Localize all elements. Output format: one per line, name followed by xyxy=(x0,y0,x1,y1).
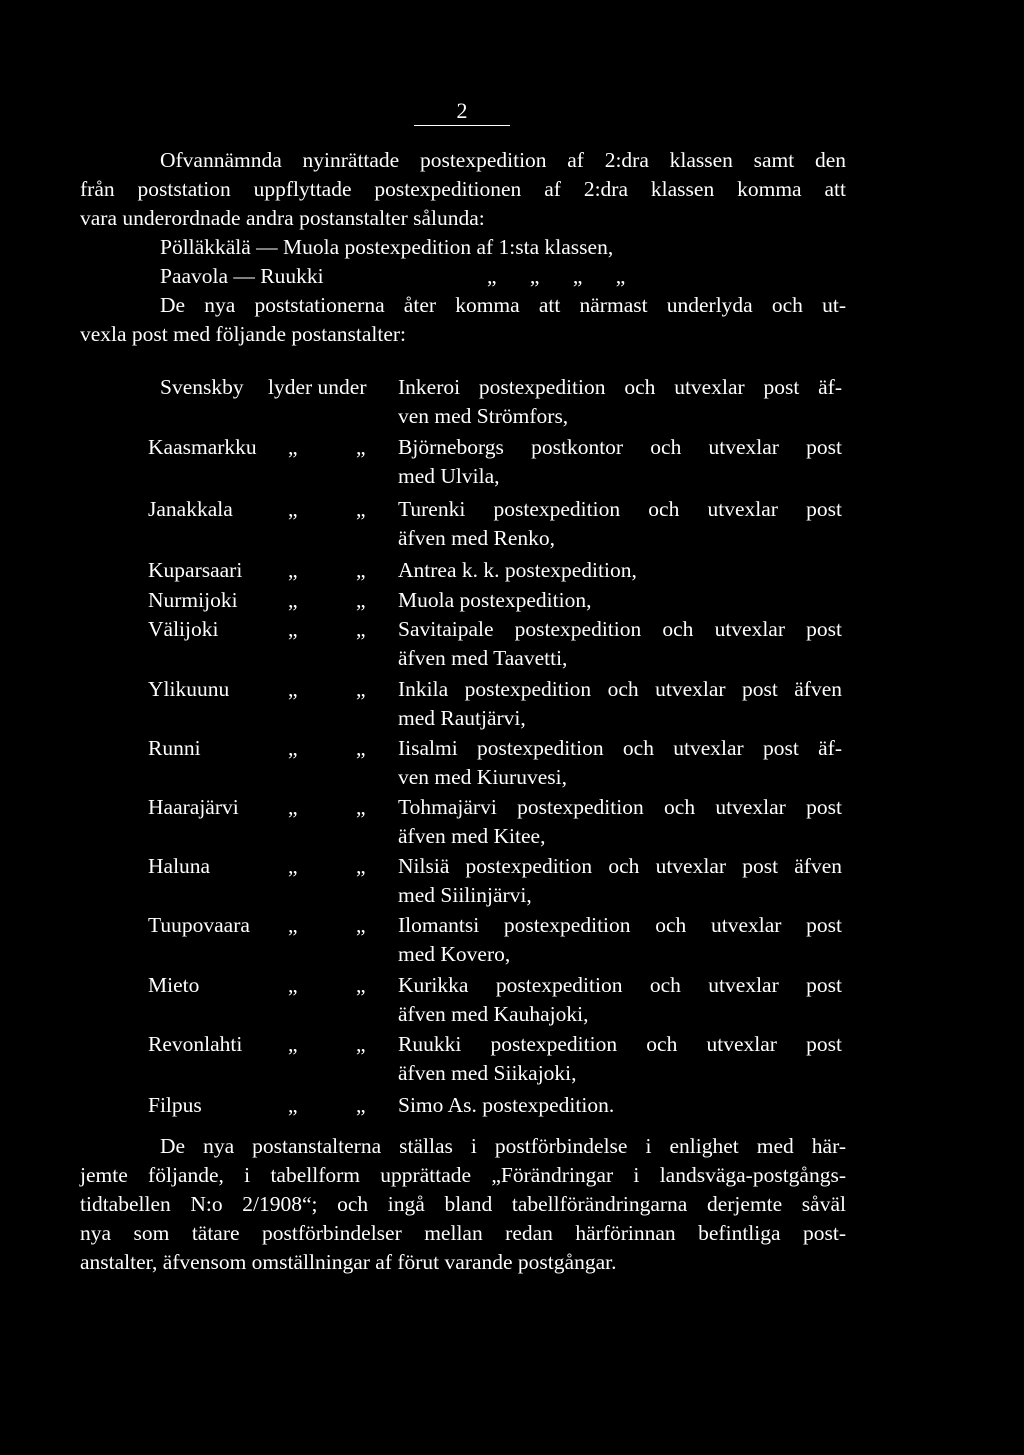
intro-line: vexla post med följande postanstalter: xyxy=(80,322,406,346)
page-number: 2 xyxy=(456,98,468,123)
station-destination xyxy=(398,971,842,1029)
destination-line: Nilsiä postexpedition och utvexlar post äfven xyxy=(398,854,842,878)
station-name: Nurmijoki xyxy=(148,588,238,612)
station-name: Kuparsaari xyxy=(148,558,243,582)
destination-line: Antrea k. k. postexpedition, xyxy=(398,558,637,582)
intro-line: De nya poststationerna åter komma att närmast underlyda och ut- xyxy=(160,293,846,317)
station-destination xyxy=(398,495,842,553)
ditto-mark: „ xyxy=(288,736,298,760)
destination-line: Kurikka postexpedition och utvexlar post xyxy=(398,973,842,997)
station-destination xyxy=(398,1030,842,1088)
station-destination xyxy=(398,675,842,733)
ditto-mark: „ xyxy=(356,795,366,819)
destination-line: Inkila postexpedition och utvexlar post äfven xyxy=(398,677,842,701)
ditto-mark: „ xyxy=(356,854,366,878)
station-destination xyxy=(398,793,842,851)
station-destination xyxy=(398,911,842,969)
ditto-mark: „ xyxy=(288,677,298,701)
ditto-mark: „ xyxy=(356,736,366,760)
destination-line: äfven med Kitee, xyxy=(398,824,546,848)
destination-line: Iisalmi postexpedition och utvexlar post äf- xyxy=(398,736,842,760)
ditto-mark: „ xyxy=(288,1093,298,1117)
ditto-mark: „ xyxy=(288,854,298,878)
ditto-mark: „ xyxy=(356,617,366,641)
destination-line: ven med Kiuruvesi, xyxy=(398,765,567,789)
ditto-mark: „ xyxy=(356,913,366,937)
destination-line: äfven med Siikajoki, xyxy=(398,1061,577,1085)
station-name: Runni xyxy=(148,736,201,760)
ditto-mark: „ xyxy=(288,497,298,521)
station-name: Kaasmarkku xyxy=(148,435,257,459)
destination-line: Turenki postexpedition och utvexlar post xyxy=(398,497,842,521)
station-destination xyxy=(398,433,842,491)
destination-line: äfven med Renko, xyxy=(398,526,556,550)
ditto-mark: „ xyxy=(288,913,298,937)
station-name: Filpus xyxy=(148,1093,202,1117)
intro-line: Pölläkkälä — Muola postexpedition af 1:sta klassen, xyxy=(160,235,614,259)
destination-line: Tohmajärvi postexpedition och utvexlar post xyxy=(398,795,842,819)
station-destination xyxy=(398,852,842,910)
ditto-mark: „ xyxy=(356,677,366,701)
ditto-mark: „ xyxy=(356,497,366,521)
intro-line-text: Paavola — Ruukki xyxy=(160,264,324,288)
intro-ditto-marks: „ „ „ „ xyxy=(487,264,626,288)
ditto-mark: „ xyxy=(288,588,298,612)
destination-line: Ilomantsi postexpedition och utvexlar post xyxy=(398,913,842,937)
ditto-mark: „ xyxy=(288,973,298,997)
intro-line: vara underordnade andra postanstalter sålunda: xyxy=(80,206,485,230)
destination-line: med Ulvila, xyxy=(398,464,500,488)
page-number-rule xyxy=(414,125,510,126)
station-destination xyxy=(398,586,842,615)
ditto-mark: „ xyxy=(356,588,366,612)
station-name: Svenskby xyxy=(160,375,244,399)
station-destination xyxy=(398,1091,842,1120)
closing-line: tidtabellen N:o 2/1908“; och ingå bland tabellförändringarna derjemte såväl xyxy=(80,1192,846,1216)
ditto-mark: „ xyxy=(288,795,298,819)
intro-line: från poststation uppflyttade postexpeditionen af 2:dra klassen komma att xyxy=(80,177,846,201)
station-name: Välijoki xyxy=(148,617,219,641)
station-name: Revonlahti xyxy=(148,1032,243,1056)
destination-line: Björneborgs postkontor och utvexlar post xyxy=(398,435,842,459)
destination-line: Muola postexpedition, xyxy=(398,588,592,612)
destination-line: ven med Strömfors, xyxy=(398,404,569,428)
destination-line: med Kovero, xyxy=(398,942,511,966)
ditto-mark: „ xyxy=(356,435,366,459)
destination-line: äfven med Taavetti, xyxy=(398,646,568,670)
ditto-mark: „ xyxy=(288,435,298,459)
station-name: Haarajärvi xyxy=(148,795,239,819)
station-name: Mieto xyxy=(148,973,200,997)
ditto-mark: „ xyxy=(288,617,298,641)
closing-line: De nya postanstalterna ställas i postförbindelse i enlighet med här- xyxy=(160,1134,846,1158)
ditto-mark: „ xyxy=(356,558,366,582)
ditto-mark: „ xyxy=(356,1093,366,1117)
station-destination xyxy=(398,615,842,673)
station-destination xyxy=(398,556,842,585)
ditto-mark: „ xyxy=(356,1032,366,1056)
intro-paragraph xyxy=(80,146,846,349)
station-destination xyxy=(398,734,842,792)
station-destination xyxy=(398,373,842,431)
destination-line: äfven med Kauhajoki, xyxy=(398,1002,589,1026)
destination-line: Savitaipale postexpedition och utvexlar post xyxy=(398,617,842,641)
station-name: Ylikuunu xyxy=(148,677,230,701)
station-name: Haluna xyxy=(148,854,211,878)
destination-line: Ruukki postexpedition och utvexlar post xyxy=(398,1032,842,1056)
intro-line xyxy=(80,262,846,291)
destination-line: Inkeroi postexpedition och utvexlar post äf- xyxy=(398,375,842,399)
destination-line: med Rautjärvi, xyxy=(398,706,526,730)
closing-line: nya som tätare postförbindelser mellan redan härförinnan befintliga post- xyxy=(80,1221,846,1245)
closing-line: jemte följande, i tabellform upprättade „Förändringar i landsväga-postgångs- xyxy=(80,1163,846,1187)
ditto-mark: „ xyxy=(288,558,298,582)
ditto-mark: „ xyxy=(288,1032,298,1056)
lyder-under-text: lyder under xyxy=(268,375,367,399)
closing-line: anstalter, äfvensom omställningar af förut varande postgångar. xyxy=(80,1250,617,1274)
destination-line: med Siilinjärvi, xyxy=(398,883,532,907)
intro-line: Ofvannämnda nyinrättade postexpedition af 2:dra klassen samt den xyxy=(160,148,846,172)
closing-paragraph xyxy=(80,1132,846,1277)
destination-line: Simo As. postexpedition. xyxy=(398,1093,615,1117)
station-name: Tuupovaara xyxy=(148,913,250,937)
ditto-mark: „ xyxy=(356,973,366,997)
station-name: Janakkala xyxy=(148,497,233,521)
